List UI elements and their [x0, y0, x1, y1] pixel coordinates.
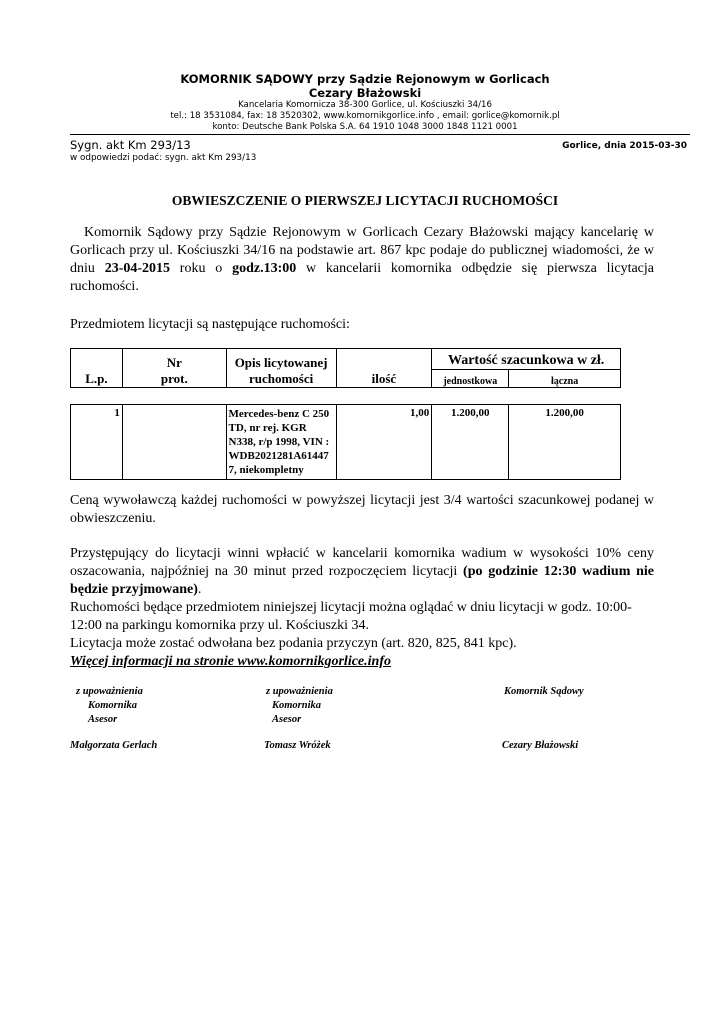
header-opis: Opis licytowanej ruchomości — [226, 349, 336, 388]
signer-name-2: Tomasz Wróżek — [264, 740, 331, 751]
header-wartosc: Wartość szacunkowa w zł. — [432, 349, 621, 370]
header-laczna: łączna — [509, 369, 621, 387]
office-contact: tel.: 18 3531084, fax: 18 3520302, www.komornikgorlice.info , email: gorlice@komornik.pl — [170, 111, 560, 121]
deposit-text: Przystępujący do licytacji winni wpłacić w kancelarii komornika wadium w wysokości 10% ceny oszacowania, najpóźniej na 30 minut przed rozpoczęciem licytacji — [70, 546, 654, 579]
auction-date: 23-04-2015 — [104, 261, 171, 276]
signature-block-1: z upoważnienia Komornika Asesor — [76, 686, 143, 725]
cell-nr — [122, 405, 226, 480]
auction-time: godz.13:00 — [232, 261, 297, 276]
office-title: KOMORNIK SĄDOWY przy Sądzie Rejonowym w Gorlicach — [180, 72, 550, 86]
header-lp: L.p. — [71, 349, 123, 388]
bailiff-name: Cezary Błażowski — [308, 86, 422, 100]
intro-text-3: w kancelarii komornika odbędzie się pierwsza licytacja ruchomości. — [70, 261, 654, 294]
deposit-paragraph: Przystępujący do licytacji winni wpłacić w kancelarii komornika wadium w wysokości 10% ceny oszacowania, najpóźniej na 30 minut przed rozpoczęciem licytacji (po godzinie 12:30 wadium nie będzie przyjmowane). — [70, 546, 654, 597]
intro-text-1: Komornik Sądowy przy Sądzie Rejonowym w Gorlicach Cezary Błażowski mający kancelarię w Gorlicach przy ul. Kościuszki 34/16 na podstawie art. 867 kpc podaje do publicznej wiadomości, że w dniu — [70, 225, 654, 276]
items-table-header — [70, 348, 621, 388]
document-date: Gorlice, dnia 2015-03-30 — [562, 141, 687, 151]
subject-line: Przedmiotem licytacji są następujące ruchomości: — [70, 317, 350, 332]
info-block — [70, 599, 654, 671]
cell-laczna: 1.200,00 — [509, 405, 621, 480]
cell-opis: Mercedes-benz C 250 TD, nr rej. KGR N338, r/p 1998, VIN : WDB2021281A61447 7, niekompletny — [226, 405, 336, 480]
intro-paragraph — [70, 224, 654, 296]
table-row — [71, 405, 621, 480]
intro-text-2: roku o — [170, 261, 233, 276]
cell-lp: 1 — [71, 405, 123, 480]
cancel-note: Licytacja może zostać odwołana bez podania przyczyn (art. 820, 825, 841 kpc). — [70, 636, 517, 651]
price-note: Ceną wywoławczą każdej ruchomości w powyższej licytacji jest 3/4 wartości szacunkowej podanej w obwieszczeniu. — [70, 493, 654, 526]
header-ilosc: ilość — [336, 349, 432, 388]
case-signature: Sygn. akt Km 293/13 — [70, 138, 191, 152]
signer-name-1: Małgorzata Gerlach — [70, 740, 158, 751]
header-nr: Nr prot. — [122, 349, 226, 388]
header-jednostkowa: jednostkowa — [432, 369, 509, 387]
bank-account: konto: Deutsche Bank Polska S.A. 64 1910 1048 3000 1848 1121 0001 — [212, 122, 518, 132]
viewing-note: Ruchomości będące przedmiotem niniejszej licytacji można oglądać w dniu licytacji w godz. 10:00-12:00 na parkingu komornika przy ul. Kościuszki 34. — [70, 600, 632, 633]
office-address: Kancelaria Komornicza 38-300 Gorlice, ul. Kościuszki 34/16 — [238, 100, 492, 110]
reply-reference: w odpowiedzi podać: sygn. akt Km 293/13 — [70, 153, 257, 163]
signer-name-3: Cezary Błażowski — [502, 740, 579, 751]
cell-ilosc: 1,00 — [336, 405, 432, 480]
signature-block-2: z upoważnienia Komornika Asesor — [266, 686, 333, 725]
more-info-link[interactable]: Więcej informacji na stronie www.komornikgorlice.info — [70, 654, 391, 669]
notice-title: OBWIESZCZENIE O PIERWSZEJ LICYTACJI RUCHOMOŚCI — [171, 193, 559, 208]
header-divider — [70, 134, 690, 135]
items-table — [70, 404, 621, 480]
deposit-deadline: (po godzinie 12:30 wadium nie będzie przyjmowane) — [70, 564, 654, 597]
signature-block-3: Komornik Sądowy — [504, 686, 584, 697]
cell-jednostkowa: 1.200,00 — [432, 405, 509, 480]
